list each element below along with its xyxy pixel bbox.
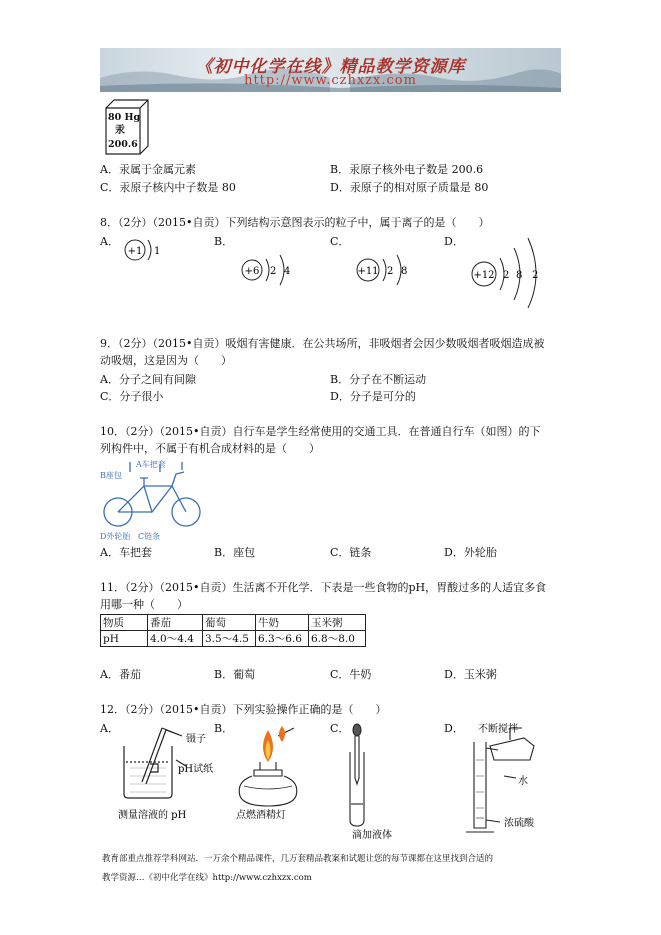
shell-d-3: 2 — [532, 270, 539, 281]
ph-table-row — [101, 631, 366, 647]
q12-option-d-label: D． — [444, 722, 464, 735]
banner-url[interactable]: http://www.czhxzx.com — [244, 73, 417, 88]
banner-title: 《初中化学在线》精品教学资源库 — [195, 57, 466, 77]
q7-option-c: C．汞原子核内中子数是 80 — [100, 181, 236, 194]
q7-option-b: B．汞原子核外电子数是 200.6 — [330, 163, 484, 176]
q10-option-d: D．外轮胎 — [444, 546, 497, 559]
nucleus-b: +6 — [244, 266, 260, 277]
q9-option-d: D．分子是可分的 — [330, 390, 416, 403]
bicycle-label-d: D外轮胎 — [100, 532, 131, 541]
q10-option-a: A．车把套 — [100, 546, 152, 559]
atom-diagram-d — [466, 236, 556, 310]
q11-stem-line2: 用哪一种（ ） — [100, 598, 188, 611]
dropper-caption: 滴加液体 — [352, 830, 392, 840]
q8-option-a-label: A． — [100, 235, 119, 248]
ph-test-figure — [116, 722, 226, 824]
q9-option-a: A．分子之间有间隙 — [100, 373, 196, 386]
bicycle-label-a: A车把套 — [136, 460, 166, 469]
ph-table-cell: 牛奶 — [256, 615, 309, 631]
shell-c-2: 8 — [401, 266, 408, 277]
q11-option-a: A．番茄 — [100, 668, 141, 681]
q10-option-c: C．链条 — [330, 546, 372, 559]
shell-c-1: 2 — [387, 266, 394, 277]
shell-b-2: 4 — [284, 266, 291, 277]
lamp-caption: 点燃酒精灯 — [236, 810, 286, 821]
ph-table-cell: 4.0～4.4 — [148, 631, 203, 647]
water-label: 水 — [518, 776, 528, 787]
bicycle-figure — [100, 456, 210, 542]
sulfuric-acid-label: 浓硫酸 — [504, 818, 534, 829]
q8-option-c-label: C． — [330, 235, 350, 248]
stirring-label: 不断搅拌 — [478, 724, 518, 735]
ph-table-cell: pH — [101, 631, 148, 647]
q7-option-d: D．汞原子的相对原子质量是 80 — [330, 181, 489, 194]
ph-table-cell: 6.3～6.6 — [256, 631, 309, 647]
ph-table-header-row — [101, 615, 366, 631]
ph-table-cell: 葡萄 — [203, 615, 256, 631]
ph-paper-label: pH试纸 — [178, 764, 214, 775]
nucleus-d: +12 — [473, 270, 495, 281]
shell-d-2: 8 — [516, 270, 523, 281]
q9-option-c: C．分子很小 — [100, 390, 164, 403]
q11-option-b: B．葡萄 — [214, 668, 256, 681]
q11-option-c: C．牛奶 — [330, 668, 372, 681]
bicycle-label-c: C链条 — [138, 532, 161, 541]
tweezers-label: 镊子 — [186, 734, 206, 745]
q8-option-b-label: B． — [214, 235, 234, 248]
ph-test-caption: 测量溶液的 pH — [118, 810, 187, 821]
q8-option-d-label: D． — [444, 235, 464, 248]
q10-stem-line2: 列构件中，不属于有机合成材料的是（ ） — [100, 442, 320, 455]
q12-stem: 12．（2分）（2015•自贡）下列实验操作正确的是（ ） — [100, 703, 387, 716]
q10-option-b: B．座包 — [214, 546, 256, 559]
ph-table — [100, 614, 366, 647]
q9-option-b: B．分子在不断运动 — [330, 373, 427, 386]
ph-table-cell: 6.8～8.0 — [309, 631, 366, 647]
shell-d-1: 2 — [503, 270, 510, 281]
q11-stem-line1: 11．（2分）（2015•自贡）生活离不开化学．下表是一些食物的pH，胃酸过多的人适宜多食 — [100, 581, 547, 594]
shell-a-1: 1 — [154, 246, 161, 257]
atom-diagram-c — [350, 250, 420, 290]
footer-line2: 教学资源…《初中化学在线》http://www.czhxzx.com — [102, 873, 312, 883]
q12-option-a-label: A． — [100, 722, 119, 735]
q9-stem-line2: 动吸烟，这是因为（ ） — [100, 354, 232, 367]
header-banner — [100, 48, 561, 92]
q7-option-a: A．汞属于金属元素 — [100, 163, 196, 176]
ph-table-cell: 3.5～4.5 — [203, 631, 256, 647]
q12-option-b-label: B． — [214, 722, 234, 735]
q9-stem-line1: 9．（2分）（2015•自贡）吸烟有害健康．在公共场所，非吸烟者会因少数吸烟者吸烟造成被 — [100, 337, 545, 350]
dropper-figure — [340, 722, 410, 840]
element-name: 汞 — [115, 125, 125, 136]
shell-b-1: 2 — [270, 266, 277, 277]
q10-stem-line1: 10．（2分）（2015•自贡）自行车是学生经常使用的交通工具．在普通自行车（如图）的下 — [100, 425, 541, 438]
element-mass: 200.6 — [108, 139, 138, 150]
element-number-symbol: 80 Hg — [108, 112, 141, 123]
q12-option-c-label: C． — [330, 722, 350, 735]
q8-stem: 8．（2分）（2015•自贡）下列结构示意图表示的粒子中，属于离子的是（ ） — [100, 216, 490, 229]
nucleus-a: +1 — [127, 246, 143, 257]
atom-diagram-b — [234, 250, 304, 290]
nucleus-c: +11 — [357, 266, 379, 277]
atom-diagram-a — [118, 232, 168, 268]
ph-table-cell: 物质 — [101, 615, 148, 631]
q11-option-d: D．玉米粥 — [444, 668, 497, 681]
alcohol-lamp-figure — [230, 722, 310, 824]
dilution-figure — [460, 720, 580, 840]
footer-line1: 教育部重点推荐学科网站．一万余个精品课件，几万套精品教案和试题让您的每节课都在这里找到合适的 — [102, 854, 494, 864]
ph-table-cell: 番茄 — [148, 615, 203, 631]
ph-table-cell: 玉米粥 — [309, 615, 366, 631]
bicycle-label-b: B座包 — [100, 471, 122, 480]
